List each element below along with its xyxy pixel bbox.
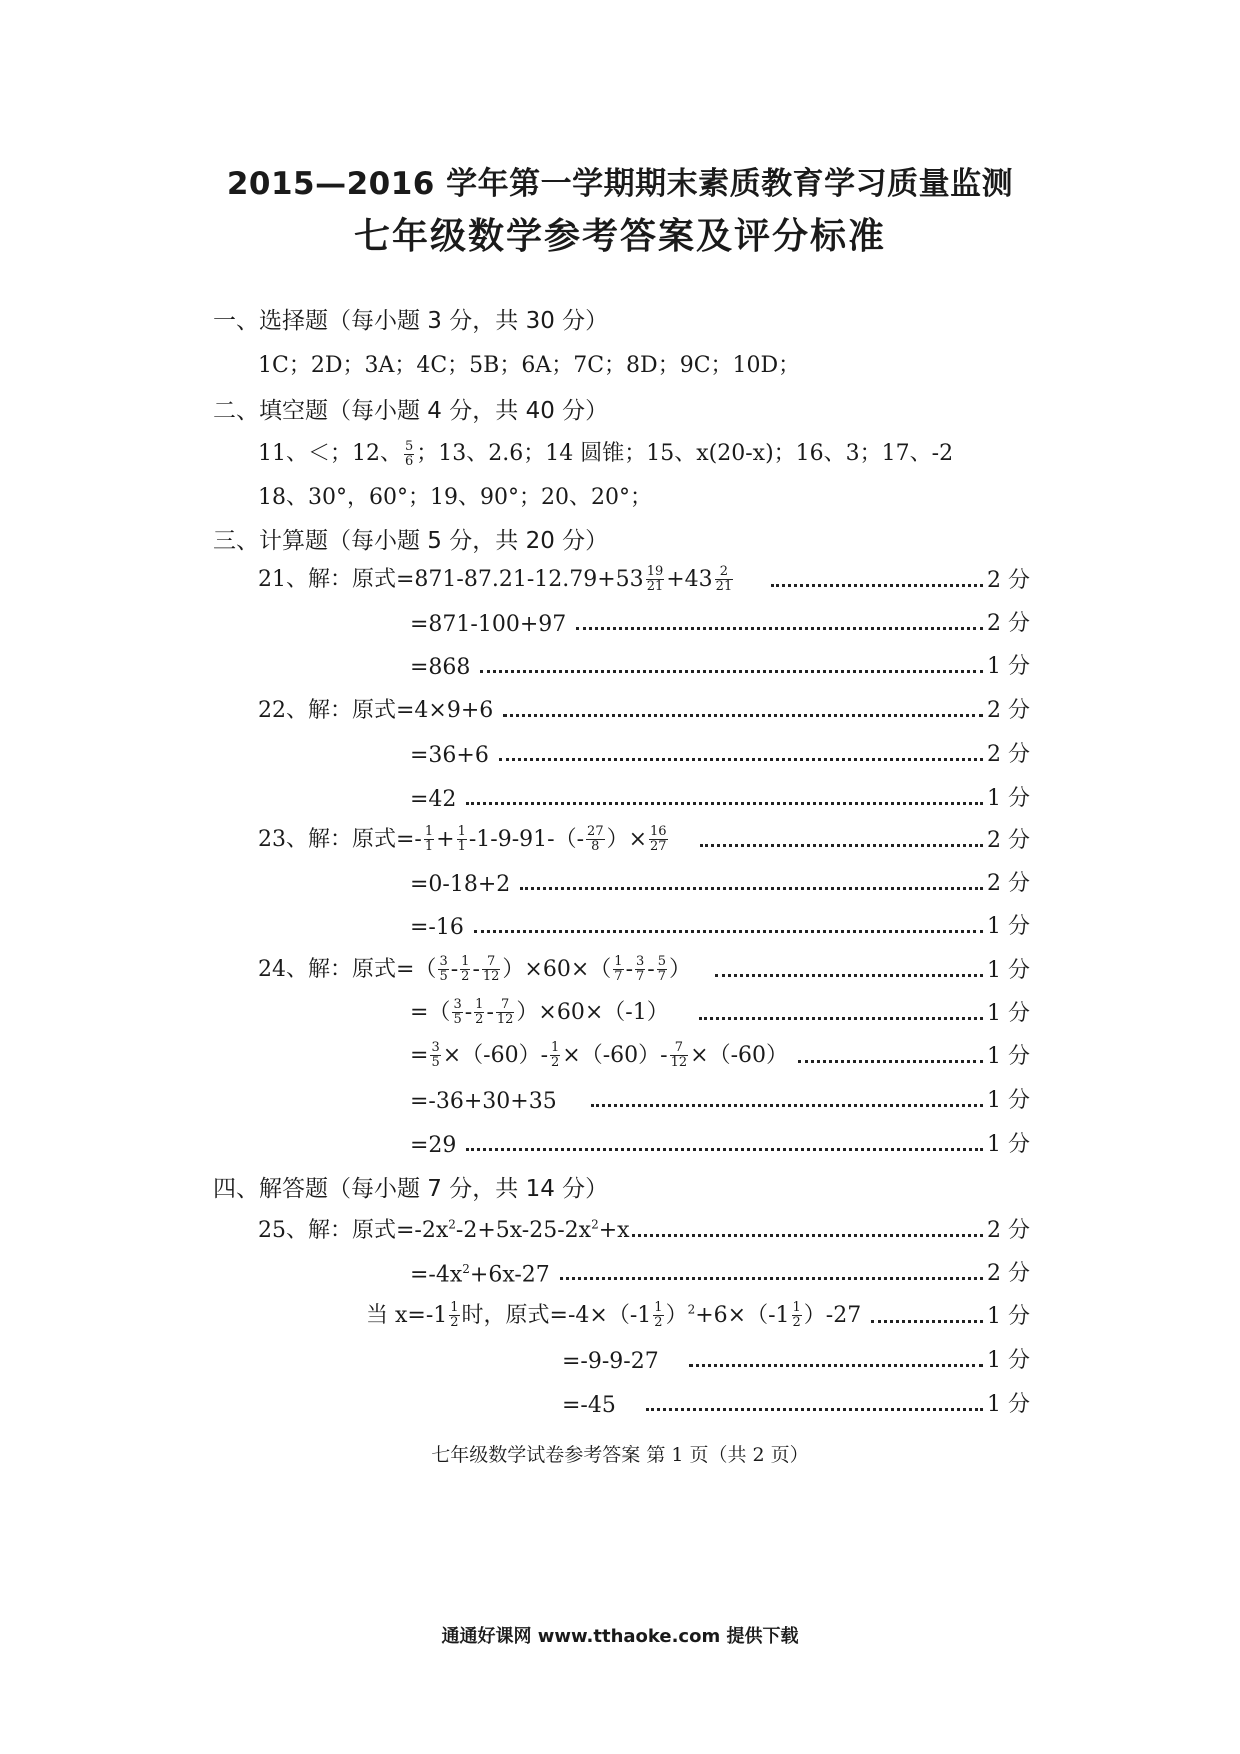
q23-step3: =-16 1 分	[410, 906, 1030, 940]
leader-dots	[715, 974, 983, 977]
section4-heading: 四、解答题（每小题 7 分，共 14 分）	[213, 1176, 609, 1202]
q25-step3: 当 x=-1 $\frac{1}{2}$ 时，原式=-4×（-1 $\frac{1}{2}$ ）$^2$+6×（-1 $\frac{1}{2}$ ）-27 1 分	[366, 1300, 1030, 1330]
section2-line2: 18、30°，60°；19、90°；20、20°；	[258, 485, 652, 510]
score: 2 分	[987, 611, 1030, 636]
score: 2 分	[987, 1261, 1030, 1286]
q24-step5: =29 1 分	[410, 1124, 1030, 1158]
section2-heading: 二、填空题（每小题 4 分，共 40 分）	[213, 398, 609, 424]
leader-dots	[576, 627, 983, 630]
q25-step2: $=-4x^2+6x-27$ 2 分	[410, 1253, 1030, 1287]
q25-step4: =-9-9-27 1 分	[562, 1340, 1030, 1374]
score: 1 分	[987, 914, 1030, 939]
leader-dots	[503, 714, 983, 717]
section3-heading: 三、计算题（每小题 5 分，共 20 分）	[213, 528, 609, 554]
text: 11、＜；12、	[258, 441, 402, 466]
score: 2 分	[987, 871, 1030, 896]
q22-step1: 22、解：原式=4×9+6 2 分	[258, 690, 1030, 724]
score: 1 分	[987, 786, 1030, 811]
score: 1 分	[987, 1088, 1030, 1113]
leader-dots	[700, 844, 983, 847]
q25-step5: =-45 1 分	[562, 1384, 1030, 1418]
leader-dots	[591, 1104, 983, 1107]
leader-dots	[520, 887, 983, 890]
section2-line1	[258, 436, 953, 469]
page-footer: 七年级数学试卷参考答案 第 1 页（共 2 页）	[431, 1444, 809, 1466]
score: 1 分	[987, 958, 1030, 983]
leader-dots	[474, 930, 983, 933]
q21-step2: =871-100+97 2 分	[410, 603, 1030, 637]
q23-step2: =0-18+2 2 分	[410, 863, 1030, 897]
leader-dots	[689, 1364, 983, 1367]
score: 2 分	[987, 698, 1030, 723]
leader-dots	[646, 1408, 983, 1411]
leader-dots	[699, 1017, 983, 1020]
leader-dots	[771, 584, 983, 587]
q24-step2: =（ $\frac{3}{5}$ - $\frac{1}{2}$ - $\frac{7}{12}$ ）×60×（-1） 1 分	[410, 997, 1030, 1027]
score: 1 分	[987, 1304, 1030, 1329]
q24-step3: = $\frac{3}{5}$ ×（-60）- $\frac{1}{2}$ ×（-60）- $\frac{7}{12}$ ×（-60） 1 分	[410, 1040, 1030, 1070]
section1-heading: 一、选择题（每小题 3 分，共 30 分）	[213, 308, 609, 334]
page-title-line1: 2015—2016 学年第一学期期末素质教育学习质量监测	[226, 166, 1014, 202]
q21-step3: =868 1 分	[410, 646, 1030, 680]
score: 2 分	[987, 828, 1030, 853]
leader-dots	[480, 670, 983, 673]
q25-step1: 25、解：原式$=-2x^2-2+5x-25-2x^2+x$ 2 分	[258, 1210, 1030, 1244]
leader-dots	[466, 802, 983, 805]
section1-answers: 1C；2D；3A；4C；5B；6A；7C；8D；9C；10D；	[258, 353, 801, 378]
q22-step3: =42 1 分	[410, 778, 1030, 812]
score: 1 分	[987, 1348, 1030, 1373]
leader-dots	[871, 1320, 983, 1323]
score: 2 分	[987, 742, 1030, 767]
q24-step1: 24、解：原式=（ $\frac{3}{5}$ - $\frac{1}{2}$ - $\frac{7}{12}$ ）×60×（ $\frac{1}{7}$ - $\frac{3}{7}$ - $\frac{5}{7}$ ） 1 分	[258, 954, 1030, 984]
fraction: $\frac{5}{6}$	[405, 438, 414, 469]
leader-dots	[798, 1060, 983, 1063]
score: 1 分	[987, 1001, 1030, 1026]
q21-step1: 21、解：原式=871-87.21-12.79+53 $\frac{19}{21}$ +43 $\frac{2}{21}$ 2 分	[258, 564, 1030, 594]
q22-step2: =36+6 2 分	[410, 734, 1030, 768]
score: 1 分	[987, 1392, 1030, 1417]
page-title-line2: 七年级数学参考答案及评分标准	[353, 216, 886, 257]
leader-dots	[466, 1148, 983, 1151]
score: 2 分	[987, 1218, 1030, 1243]
leader-dots	[560, 1277, 983, 1280]
text: ；13、2.6；14 圆锥；15、x(20-x)；16、3；17、-2	[416, 441, 954, 466]
score: 1 分	[987, 654, 1030, 679]
q23-step1: 23、解：原式=- $\frac{1}{1}$ + $\frac{1}{1}$ -1-9-91-（- $\frac{27}{8}$ ）× $\frac{16}{27}$ 2 分	[258, 824, 1030, 854]
q24-step4: =-36+30+35 1 分	[410, 1080, 1030, 1114]
score: 1 分	[987, 1044, 1030, 1069]
score: 2 分	[987, 568, 1030, 593]
leader-dots	[499, 758, 983, 761]
leader-dots	[632, 1234, 983, 1237]
score: 1 分	[987, 1132, 1030, 1157]
watermark-text: 通通好课网 www.tthaoke.com 提供下载	[441, 1626, 799, 1647]
